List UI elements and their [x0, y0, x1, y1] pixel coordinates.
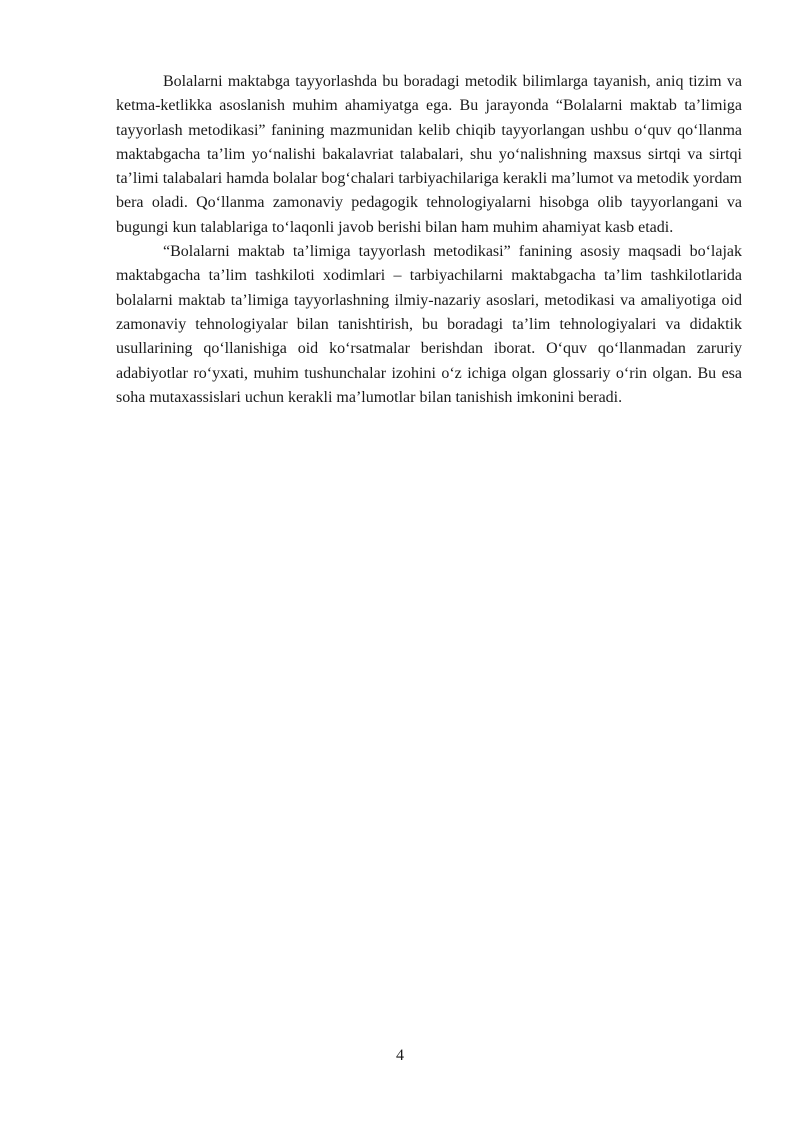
page-body: [116, 70, 742, 410]
paragraph-intro: Bolalarni maktabga tayyorlashda bu boradagi metodik bilimlarga tayanish, aniq tizim va ketma-ketlikka asoslanish muhim ahamiyatga ega. Bu jarayonda “Bolalarni maktab ta’limiga tayyorlash metodikasi” fanining mazmunidan kelib chiqib tayyorlangan ushbu o‘quv qo‘llanma maktabgacha ta’lim yo‘nalishi bakalavriat talabalari, shu yo‘nalishning maxsus sirtqi va sirtqi ta’limi talabalari hamda bolalar bog‘chalari tarbiyachilariga kerakli ma’lumot va metodik yordam bera oladi. Qo‘llanma zamonaviy pedagogik tehnologiyalarni hisobga olib tayyorlangani va bugungi kun talablariga to‘laqonli javob berishi bilan ham muhim ahamiyat kasb etadi.: [116, 73, 742, 236]
page-number: 4: [396, 1047, 404, 1064]
paragraph-course-goal: “Bolalarni maktab ta’limiga tayyorlash metodikasi” fanining asosiy maqsadi bo‘lajak maktabgacha ta’lim tashkiloti xodimlari – tarbiyachilarni maktabgacha ta’lim tashkilotlarida bolalarni maktab ta’limiga tayyorlashning ilmiy-nazariy asoslari, metodikasi va amaliyotiga oid zamonaviy tehnologiyalar bilan tanishtirish, bu boradagi ta’lim tehnologiyalari va didaktik usullarining qo‘llanishiga oid ko‘rsatmalar berishdan iborat. O‘quv qo‘llanmadan zaruriy adabiyotlar ro‘yxati, muhim tushunchalar izohini o‘z ichiga olgan glossariy o‘rin olgan. Bu esa soha mutaxassislari uchun kerakli ma’lumotlar bilan tanishish imkonini beradi.: [116, 243, 742, 406]
